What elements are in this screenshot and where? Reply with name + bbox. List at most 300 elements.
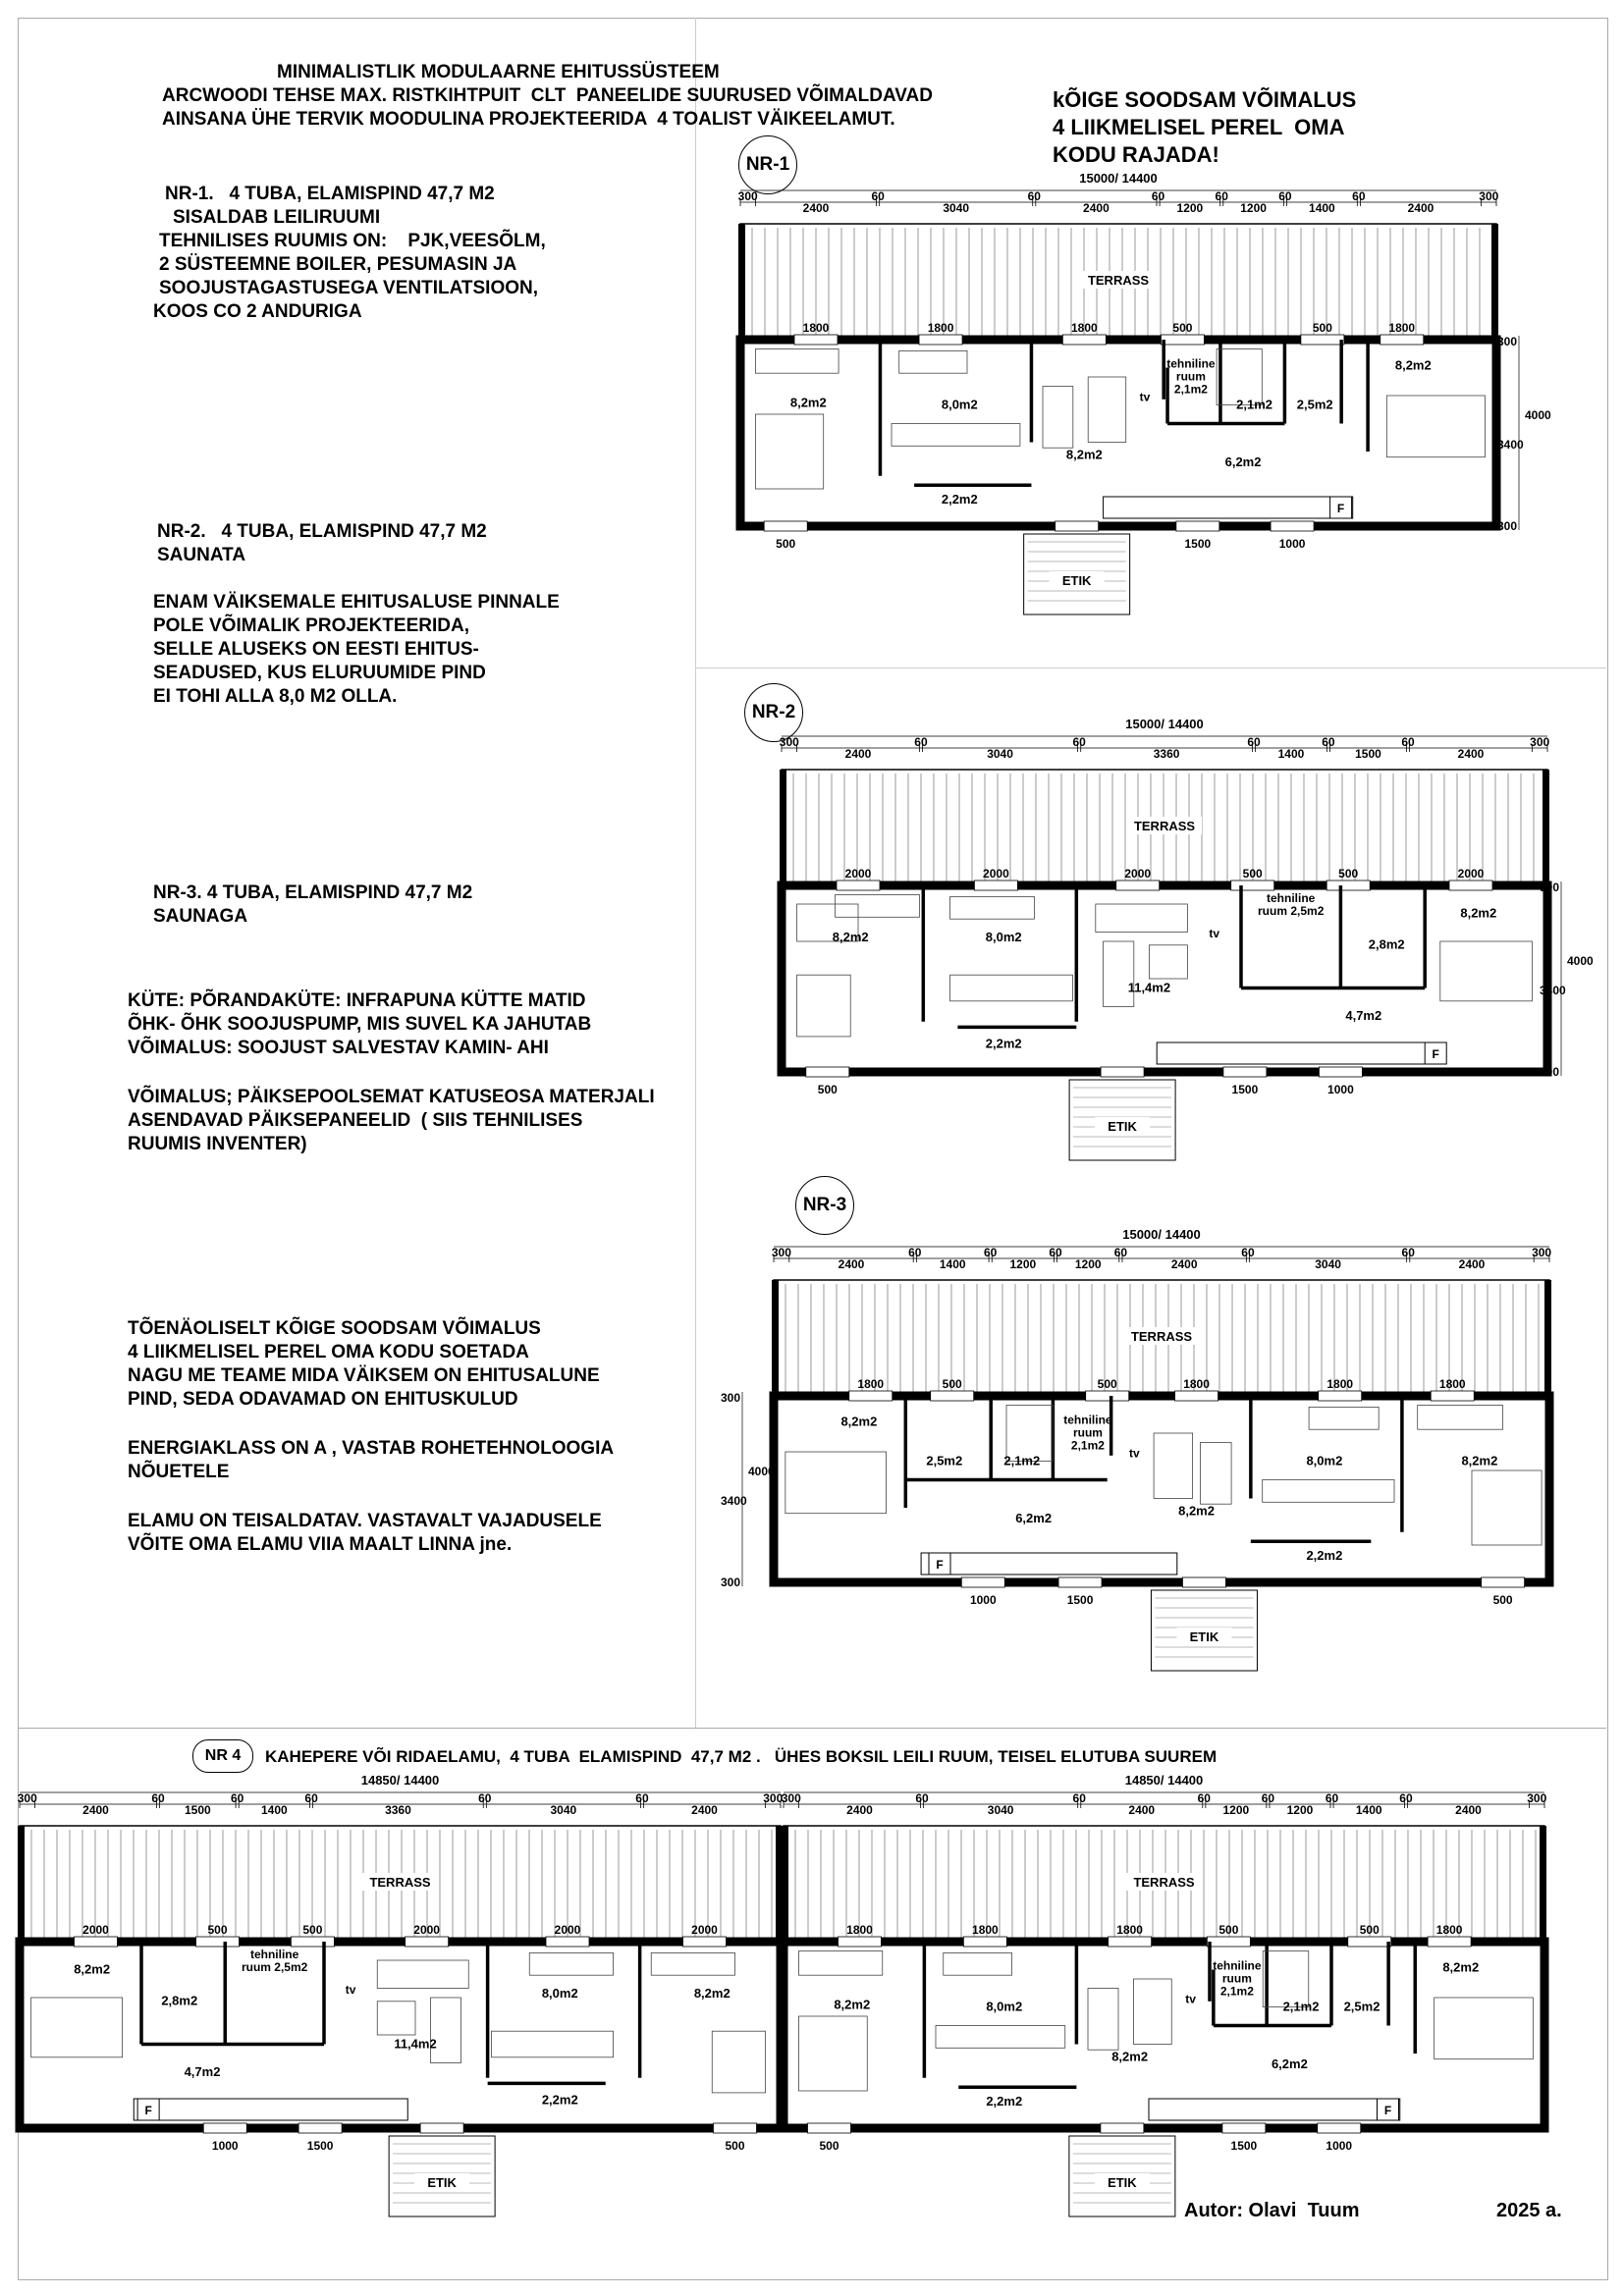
kitchen-counter (921, 1553, 1177, 1575)
bottom-opening-1 (1101, 2123, 1144, 2133)
bottom-dim-3: 500 (725, 2139, 745, 2153)
dim-top-11: 1400 (1355, 1803, 1382, 1817)
furniture-2 (899, 350, 967, 373)
room-area-2: 2,1m2 (1003, 1453, 1041, 1468)
tech-room-label: tehniline (249, 1948, 299, 1962)
bottom-opening-3 (1271, 521, 1314, 531)
room-area-2: 8,2m2 (1065, 447, 1103, 462)
room-area-3: 8,2m2 (1178, 1503, 1215, 1519)
tech-room-label-2: ruum (1221, 1971, 1252, 1986)
note-solar-3: RUUMIS INVENTER) (128, 1134, 307, 1154)
note-nr3-title: NR-3. 4 TUBA, ELAMISPIND 47,7 M2 (153, 882, 473, 903)
note-law-3: SELLE ALUSEKS ON EESTI EHITUS- (153, 639, 479, 660)
opening-dim-1: 1800 (927, 321, 954, 335)
dim-top-0: 300 (17, 1791, 37, 1805)
dim-top-2: 60 (871, 189, 885, 203)
furniture-0 (785, 1452, 887, 1514)
opening-dim-1: 2000 (983, 867, 1009, 881)
room-area-0: 8,2m2 (74, 1961, 111, 1977)
note-law-2: POLE VÕIMALIK PROJEKTEERIDA, (153, 615, 469, 636)
dim-top-8: 60 (478, 1791, 492, 1805)
room-area-6: 6,2m2 (1015, 1511, 1053, 1526)
dim-top-8: 60 (1322, 735, 1335, 749)
dim-total: 15000/ 14400 (1125, 717, 1204, 731)
dim-top-6: 60 (304, 1791, 318, 1805)
author-credit: Autor: Olavi Tuum (1184, 2200, 1360, 2221)
dim-top-1: 2400 (838, 1257, 865, 1271)
terrace-post-right (1544, 1280, 1551, 1398)
opening-dim-3: 2000 (413, 1923, 440, 1937)
dim-top-6: 60 (1151, 189, 1165, 203)
room-area-0: 8,2m2 (789, 395, 827, 410)
note-cheap-1: TÕENÄOLISELT KÕIGE SOODSAM VÕIMALUS (128, 1318, 541, 1339)
window-4 (1319, 1391, 1362, 1401)
window-5 (683, 1937, 727, 1947)
bottom-dim-3: 1000 (1278, 537, 1306, 551)
opening-dim-3: 500 (1172, 321, 1193, 335)
kitchen-counter (1104, 497, 1353, 518)
dim-top-4: 60 (1072, 1791, 1086, 1805)
dim-top-3: 3040 (987, 1803, 1014, 1817)
furniture-6 (1104, 941, 1134, 1007)
opening-dim-2: 1800 (1070, 321, 1098, 335)
tv-label: tv (1129, 1446, 1140, 1461)
bottom-dim-1: 1500 (1066, 1593, 1094, 1607)
opening-dim-4: 500 (1359, 1923, 1380, 1937)
window-0 (794, 335, 838, 345)
plan-nr1-label: NR-1 (738, 135, 797, 194)
side-dim-3: 300 (1540, 1065, 1560, 1079)
note-nr3-sub: SAUNAGA (153, 906, 248, 927)
furniture-2 (944, 1952, 1012, 1975)
bottom-opening-2 (1176, 521, 1219, 531)
window-4 (1326, 881, 1370, 890)
dim-top-14: 300 (1527, 1791, 1547, 1805)
kitchen-counter (1157, 1042, 1433, 1064)
furniture-6 (1418, 1406, 1503, 1430)
bottom-dim-0: 1000 (969, 1593, 997, 1607)
room-area-6: 6,2m2 (1224, 454, 1262, 470)
house-walls (774, 1396, 1549, 1582)
opening-dim-0: 2000 (82, 1923, 109, 1937)
note-energy-1: ENERGIAKLASS ON A , VASTAB ROHETEHNOLOOGIA (128, 1438, 615, 1459)
furniture-8 (1440, 941, 1533, 1001)
tech-room-label-2: ruum 2,5m2 (241, 1960, 308, 1975)
dim-total: 14850/ 14400 (360, 1773, 440, 1788)
window-0 (837, 881, 880, 890)
bottom-opening-3 (714, 2123, 757, 2133)
room-area-4: 2,5m2 (1343, 1999, 1380, 2014)
opening-dim-1: 500 (942, 1377, 962, 1391)
window-2 (1086, 1391, 1129, 1401)
dim-top-10: 60 (1278, 189, 1292, 203)
window-5 (1428, 1937, 1471, 1947)
terrace-label: TERRASS (1130, 1329, 1193, 1344)
furniture-3 (1201, 1443, 1232, 1505)
bottom-opening-2 (1222, 2123, 1266, 2133)
note-cheap-4: PIND, SEDA ODAVAMAD ON EHITUSKULUD (128, 1389, 518, 1410)
dim-top-1: 2400 (82, 1803, 109, 1817)
furniture-3 (950, 896, 1035, 919)
window-5 (1449, 881, 1492, 890)
side-dim-1: 4000 (748, 1465, 775, 1478)
opening-dim-2: 500 (302, 1923, 323, 1937)
opening-dim-5: 1800 (1435, 1923, 1463, 1937)
room-area-7: 2,2m2 (986, 2094, 1023, 2109)
terrace-label: TERRASS (1087, 273, 1150, 288)
furniture-5 (1096, 904, 1188, 933)
dim-top-5: 1200 (1009, 1257, 1037, 1271)
note-law-1: ENAM VÄIKSEMALE EHITUSALUSE PINNALE (153, 592, 560, 613)
dim-top-4: 60 (1072, 735, 1086, 749)
dim-top-0: 300 (771, 1246, 791, 1259)
dim-top-12: 300 (763, 1791, 784, 1805)
house-walls (740, 340, 1496, 526)
dim-top-2: 60 (151, 1791, 165, 1805)
dim-top-2: 60 (908, 1246, 922, 1259)
bottom-opening-1 (1058, 1577, 1102, 1587)
note-move-1: ELAMU ON TEISALDATAV. VASTAVALT VAJADUSELE (128, 1511, 602, 1531)
note-nr1-title: NR-1. 4 TUBA, ELAMISPIND 47,7 M2 (165, 184, 495, 204)
opening-dim-4: 500 (1338, 867, 1359, 881)
bottom-dim-0: 1000 (211, 2139, 239, 2153)
bottom-opening-3 (1482, 1577, 1525, 1587)
note-nr1-co2: KOOS CO 2 ANDURIGA (153, 301, 362, 322)
dim-top-7: 3360 (385, 1803, 411, 1817)
dim-top-14: 300 (1532, 1246, 1552, 1259)
terrace-label: TERRASS (369, 1875, 431, 1890)
room-area-6: 2,2m2 (985, 1036, 1022, 1051)
terrace-label: TERRASS (1133, 819, 1196, 833)
dim-top-9: 1500 (1355, 747, 1381, 761)
dim-top-10: 60 (1401, 735, 1415, 749)
note-law-5: EI TOHI ALLA 8,0 M2 OLLA. (153, 686, 398, 707)
furniture-2 (1154, 1433, 1193, 1499)
bottom-opening-2 (1223, 1067, 1267, 1077)
room-area-2: 11,4m2 (1127, 980, 1171, 995)
tv-label: tv (1209, 927, 1220, 941)
fridge-label: F (1336, 502, 1345, 515)
side-dim-3: 300 (1497, 519, 1518, 533)
room-area-0: 8,2m2 (832, 930, 869, 944)
note-nr2-sub: SAUNATA (157, 545, 246, 565)
plan-nr2-label: NR-2 (744, 683, 803, 742)
furniture-4 (1309, 1407, 1379, 1429)
furniture-3 (377, 2002, 415, 2035)
bottom-opening-2 (1182, 1577, 1225, 1587)
terrace-post-right (1491, 224, 1498, 342)
bottom-opening-3 (1318, 2123, 1361, 2133)
room-area-2: 8,2m2 (1111, 2049, 1149, 2064)
dim-top-11: 2400 (691, 1803, 718, 1817)
note-cheap-2: 4 LIIKMELISEL PEREL OMA KODU SOETADA (128, 1342, 529, 1362)
terrace-post-left (780, 770, 786, 887)
opening-dim-5: 2000 (1457, 867, 1485, 881)
furniture-4 (529, 1952, 613, 1975)
bottom-dim-3: 1000 (1326, 2139, 1353, 2153)
opening-dim-2: 1800 (1116, 1923, 1143, 1937)
tech-room-label: tehniline (1166, 356, 1216, 371)
room-area-7: 2,2m2 (941, 492, 978, 507)
room-area-2: 11,4m2 (394, 2036, 437, 2052)
dim-top-13: 2400 (1407, 201, 1435, 215)
room-area-3: 2,8m2 (1368, 936, 1405, 952)
dim-top-12: 60 (1401, 1246, 1415, 1259)
window-2 (1109, 1937, 1152, 1947)
floor-plan-nr4-left (12, 1763, 787, 2234)
dim-top-8: 60 (1261, 1791, 1275, 1805)
dim-top-5: 2400 (1083, 201, 1110, 215)
room-area-6: 6,2m2 (1271, 2056, 1308, 2072)
bottom-dim-0: 500 (776, 537, 796, 551)
porch-label: ETIK (427, 2175, 457, 2190)
bottom-opening-3 (1319, 1067, 1362, 1077)
note-law-4: SEADUSED, KUS ELURUUMIDE PIND (153, 663, 486, 683)
bottom-opening-0 (806, 1067, 849, 1077)
window-1 (196, 1937, 240, 1947)
dim-top-3: 3040 (943, 201, 970, 215)
room-area-4: 8,2m2 (693, 1986, 731, 2001)
room-area-0: 8,2m2 (834, 1997, 871, 2012)
furniture-6 (651, 1952, 734, 1975)
furniture-2 (836, 895, 920, 918)
opening-dim-5: 1800 (1388, 321, 1416, 335)
dim-top-13: 2400 (1458, 1257, 1486, 1271)
dim-top-11: 2400 (1457, 747, 1485, 761)
side-dim-3: 300 (721, 1575, 741, 1589)
porch-label: ETIK (1108, 2175, 1137, 2190)
dim-top-11: 3040 (1315, 1257, 1341, 1271)
dim-top-3: 1400 (939, 1257, 966, 1271)
note-nr2-title: NR-2. 4 TUBA, ELAMISPIND 47,7 M2 (157, 521, 487, 542)
furniture-0 (31, 1998, 123, 2057)
furniture-7 (712, 2031, 765, 2093)
terrace-post-left (782, 1826, 788, 1944)
dim-top-6: 60 (1049, 1246, 1062, 1259)
floor-plan-nr4-right (776, 1763, 1561, 2234)
plan-nr4-title: KAHEPERE VÕI RIDAELAMU, 4 TUBA ELAMISPIND 47,7 M2 . ÜHES BOKSIL LEILI RUUM, TEISEL ELUTUBA SUUREM (265, 1747, 1218, 1766)
header-line-1: MINIMALISTLIK MODULAARNE EHITUSSÜSTEEM (277, 62, 720, 82)
dim-top-5: 2400 (1128, 1803, 1156, 1817)
side-dim-0: 300 (1497, 335, 1518, 348)
bottom-opening-0 (961, 1577, 1004, 1587)
window-2 (291, 1937, 334, 1947)
opening-dim-3: 500 (1218, 1923, 1239, 1937)
dim-top-8: 60 (1113, 1246, 1128, 1259)
fridge-label: F (1383, 2104, 1392, 2117)
bottom-dim-3: 1000 (1327, 1083, 1354, 1096)
terrace-post-right (1543, 770, 1549, 887)
dim-top-12: 60 (1399, 1791, 1413, 1805)
window-3 (1175, 1391, 1218, 1401)
dim-top-1: 2400 (844, 747, 872, 761)
opening-dim-4: 500 (1312, 321, 1332, 335)
note-nr1-vent: SOOJUSTAGASTUSEGA VENTILATSIOON, (159, 278, 539, 298)
room-area-3: 2,1m2 (1236, 397, 1273, 412)
tech-room-area: 2,1m2 (1219, 1984, 1254, 1999)
window-0 (75, 1937, 118, 1947)
side-dim-0: 300 (721, 1391, 741, 1405)
side-dim-2: 3400 (1497, 438, 1524, 452)
header-line-2: ARCWOODI TEHSE MAX. RISTKIHTPUIT CLT PANEELIDE SUURUSED VÕIMALDAVAD (162, 85, 933, 106)
furniture-0 (799, 1951, 883, 1976)
tech-room-label: tehniline (1063, 1413, 1112, 1427)
tech-room-label-2: ruum 2,5m2 (1258, 904, 1325, 919)
side-dim-0: 300 (1540, 881, 1560, 894)
furniture-3 (892, 424, 1020, 447)
house-walls (784, 1942, 1544, 2128)
dim-top-11: 1400 (1309, 201, 1335, 215)
dim-top-1: 2400 (802, 201, 830, 215)
year-label: 2025 a. (1496, 2200, 1562, 2221)
dim-top-3: 3040 (987, 747, 1013, 761)
terrace-post-left (738, 224, 745, 342)
window-1 (919, 335, 962, 345)
bottom-dim-2: 1500 (1231, 1083, 1259, 1096)
bottom-opening-0 (764, 521, 807, 531)
dim-top-1: 2400 (846, 1803, 873, 1817)
room-area-3: 8,0m2 (541, 1986, 578, 2001)
dim-top-12: 60 (1352, 189, 1366, 203)
porch-label: ETIK (1108, 1119, 1137, 1134)
bottom-opening-0 (808, 2123, 851, 2133)
terrace-post-left (772, 1280, 779, 1398)
side-dim-1: 4000 (1525, 408, 1551, 422)
note-cheap-3: NAGU ME TEAME MIDA VÄIKSEM ON EHITUSALUNE (128, 1365, 600, 1386)
bottom-dim-0: 500 (819, 2139, 839, 2153)
tech-room-area: 2,1m2 (1173, 382, 1208, 397)
room-area-1: 2,8m2 (161, 1993, 198, 2008)
dim-top-9: 3040 (550, 1803, 577, 1817)
bottom-dim-3: 500 (1492, 1593, 1513, 1607)
furniture-5 (1134, 1979, 1172, 2045)
bottom-opening-1 (1101, 1067, 1144, 1077)
furniture-4 (950, 975, 1073, 1001)
opening-dim-3: 1800 (1183, 1377, 1210, 1391)
side-dim-2: 3400 (1540, 984, 1566, 997)
opening-dim-3: 500 (1242, 867, 1263, 881)
dim-top-9: 1200 (1286, 1803, 1314, 1817)
room-area-3: 2,1m2 (1282, 1999, 1320, 2014)
furniture-0 (755, 349, 839, 374)
room-area-1: 8,0m2 (985, 930, 1022, 944)
furniture-2 (431, 1998, 461, 2063)
furniture-3 (936, 2026, 1065, 2049)
opening-dim-0: 1800 (857, 1377, 885, 1391)
room-area-4: 8,0m2 (1306, 1453, 1343, 1468)
window-5 (1380, 335, 1424, 345)
room-area-0: 8,2m2 (840, 1414, 878, 1429)
window-4 (1301, 335, 1344, 345)
window-5 (1431, 1391, 1474, 1401)
window-4 (1348, 1937, 1391, 1947)
furniture-1 (755, 414, 823, 489)
opening-dim-4: 1800 (1326, 1377, 1354, 1391)
furniture-7 (1472, 1470, 1542, 1545)
floor-plan-nr2 (770, 709, 1594, 1180)
room-area-4: 8,2m2 (1460, 905, 1497, 921)
bottom-dim-0: 500 (817, 1083, 838, 1096)
note-energy-2: NÕUETELE (128, 1462, 230, 1482)
slogan-line-2: 4 LIIKMELISEL PEREL OMA (1053, 115, 1345, 139)
furniture-7 (1149, 945, 1187, 979)
frame-divider-vertical (695, 18, 696, 1728)
room-area-1: 8,0m2 (986, 1999, 1023, 2014)
room-area-1: 2,5m2 (926, 1453, 963, 1468)
dim-total: 15000/ 14400 (1079, 171, 1158, 186)
bottom-opening-1 (298, 2123, 342, 2133)
note-solar-2: ASENDAVAD PÄIKSEPANEELID ( SIIS TEHNILISES (128, 1110, 583, 1131)
dim-top-4: 60 (983, 1246, 998, 1259)
dim-top-10: 60 (635, 1791, 649, 1805)
frame-divider-1 (695, 667, 1606, 668)
slogan-line-3: KODU RAJADA! (1053, 142, 1219, 167)
opening-dim-2: 500 (1097, 1377, 1117, 1391)
dim-top-7: 1200 (1074, 1257, 1102, 1271)
bottom-dim-2: 1500 (1184, 537, 1212, 551)
dim-top-9: 2400 (1170, 1257, 1198, 1271)
terrace-label: TERRASS (1133, 1875, 1195, 1890)
opening-dim-0: 2000 (844, 867, 872, 881)
room-area-5: 8,2m2 (1442, 1959, 1480, 1975)
room-area-5: 8,2m2 (1394, 357, 1432, 373)
window-0 (839, 1937, 882, 1947)
furniture-4 (1043, 387, 1073, 449)
window-4 (546, 1937, 589, 1947)
room-area-5: 8,2m2 (1461, 1453, 1498, 1468)
dim-total: 14850/ 14400 (1124, 1773, 1204, 1788)
opening-dim-0: 1800 (802, 321, 830, 335)
tech-room-label: tehniline (1267, 891, 1316, 906)
furniture-5 (492, 2031, 614, 2057)
furniture-5 (1263, 1480, 1394, 1503)
dim-top-7: 1200 (1222, 1803, 1250, 1817)
dim-top-4: 60 (230, 1791, 244, 1805)
dim-top-8: 60 (1215, 189, 1228, 203)
kitchen-counter (1149, 2099, 1400, 2120)
floor-plan-nr1 (727, 167, 1551, 648)
note-nr1-tech: TEHNILISES RUUMIS ON: PJK,VEESÕLM, (159, 231, 546, 251)
tv-label: tv (1185, 1992, 1196, 2006)
window-3 (1207, 1937, 1250, 1947)
opening-dim-2: 2000 (1124, 867, 1152, 881)
bottom-opening-0 (203, 2123, 246, 2133)
dim-top-12: 300 (1530, 735, 1550, 749)
tech-room-area: 2,1m2 (1070, 1438, 1105, 1453)
dim-top-0: 300 (737, 189, 758, 203)
porch-label: ETIK (1189, 1629, 1219, 1644)
bottom-dim-2: 1500 (1230, 2139, 1258, 2153)
window-3 (406, 1937, 449, 1947)
note-nr1-sauna: SISALDAB LEILIRUUMI (173, 207, 381, 228)
kitchen-counter (134, 2099, 407, 2120)
terrace-post-left (18, 1826, 25, 1944)
dim-top-0: 300 (781, 1791, 801, 1805)
furniture-5 (1088, 377, 1126, 443)
room-area-5: 4,7m2 (1345, 1007, 1382, 1023)
dim-top-2: 60 (914, 735, 928, 749)
dim-top-10: 60 (1325, 1791, 1339, 1805)
slogan-line-1: kÕIGE SOODSAM VÕIMALUS (1053, 87, 1357, 112)
terrace-post-right (1540, 1826, 1546, 1944)
furniture-1 (377, 1960, 468, 1989)
dim-top-9: 1200 (1240, 201, 1267, 215)
window-1 (963, 1937, 1006, 1947)
tech-room-label: tehniline (1213, 1958, 1262, 1973)
note-solar-1: VÕIMALUS; PÄIKSEPOOLSEMAT KATUSEOSA MATERJALI (128, 1087, 655, 1107)
bottom-opening-1 (1056, 521, 1099, 531)
fridge-label: F (936, 1558, 944, 1572)
